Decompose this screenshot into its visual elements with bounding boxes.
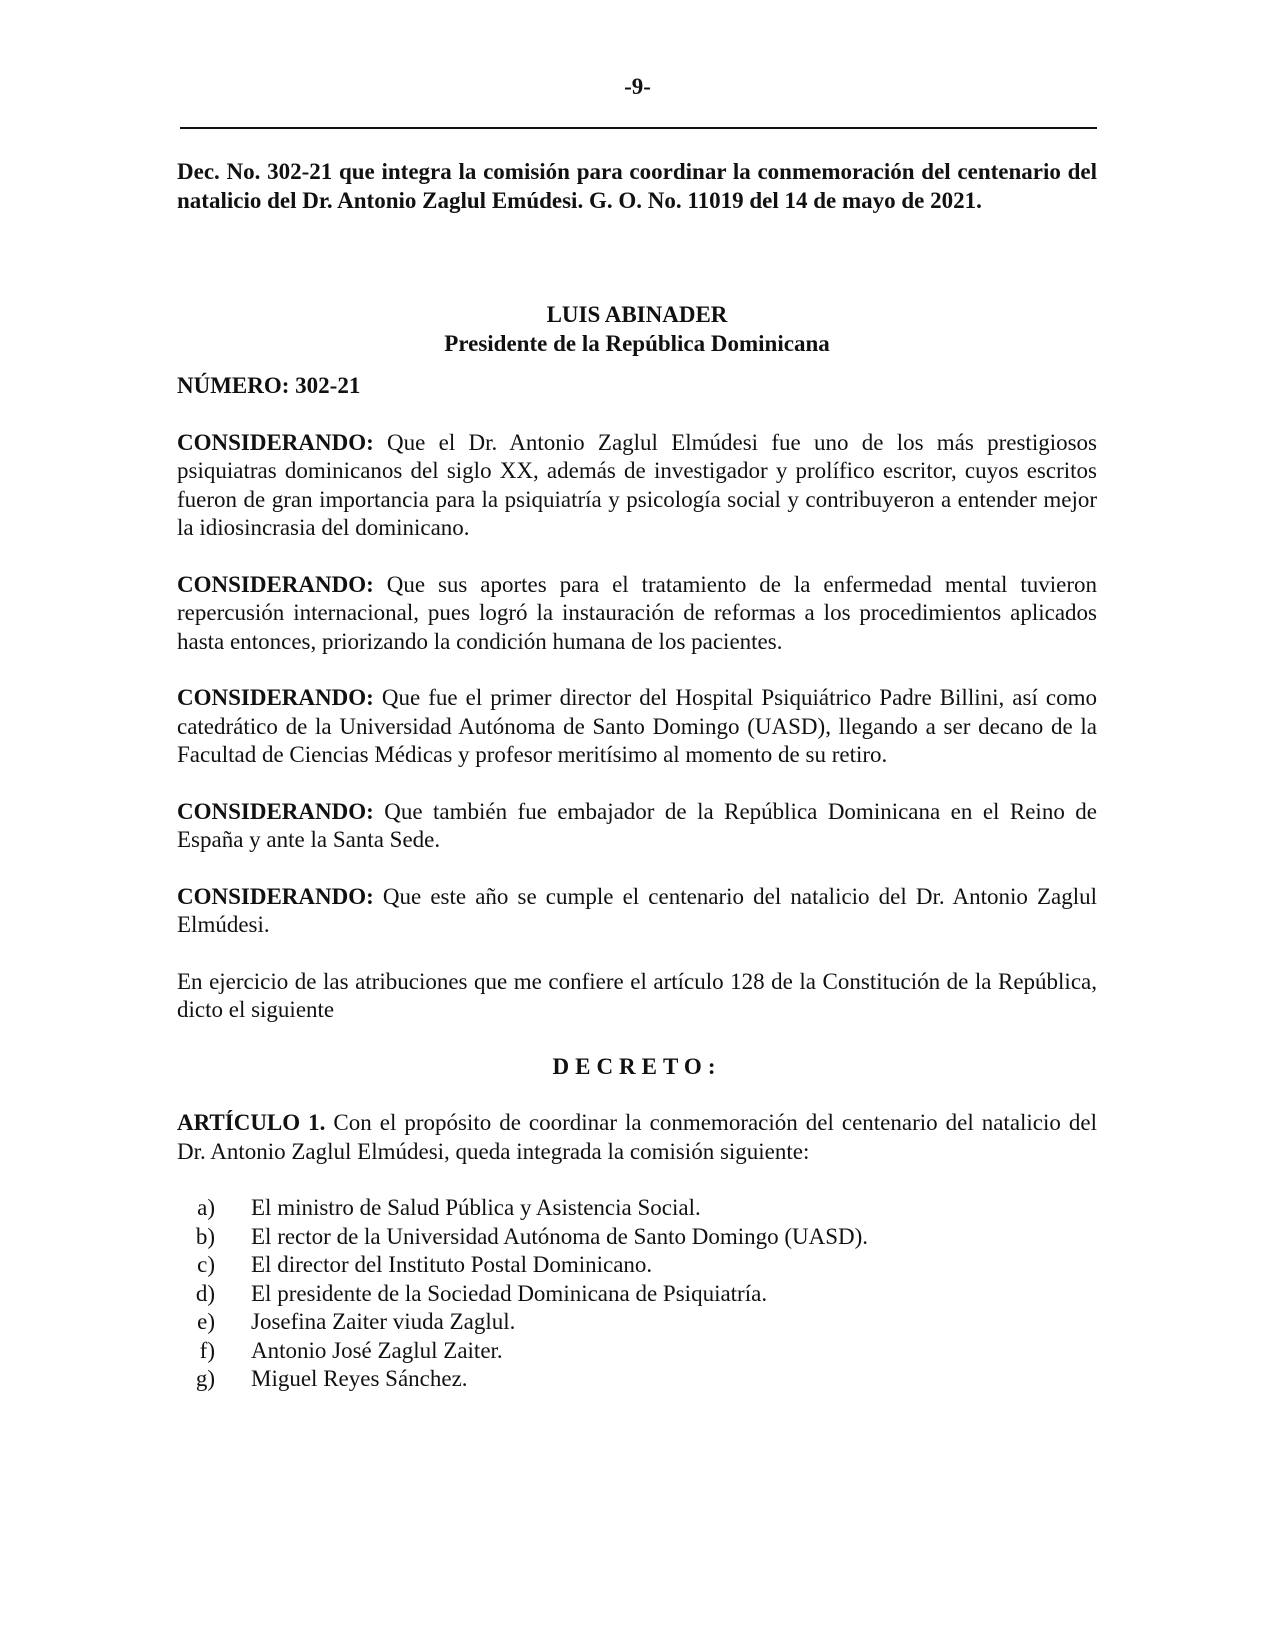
list-marker: g) [195, 1366, 215, 1391]
considerando-paragraph [177, 429, 1097, 543]
commission-list [177, 1194, 1097, 1394]
list-item-text: El presidente de la Sociedad Dominicana de Psiquiatría. [251, 1280, 768, 1306]
considerando-paragraph [177, 571, 1097, 657]
list-item-text: Antonio José Zaglul Zaiter. [251, 1337, 503, 1363]
document-body [177, 158, 1097, 1394]
considerando-label: CONSIDERANDO: [177, 429, 374, 455]
list-marker: d) [195, 1280, 215, 1306]
considerando-label: CONSIDERANDO: [177, 685, 374, 710]
page-number: -9- [624, 74, 651, 99]
considerando-text: Que este año se cumple el centenario del natalicio del Dr. Antonio Zaglul Elmúdesi. [177, 883, 1097, 937]
list-marker: a) [197, 1195, 215, 1220]
article-1-paragraph [177, 1109, 1097, 1166]
article-text: Con el propósito de coordinar la conmemoración del centenario del natalicio del Dr. Antonio Zaglul Elmúdesi, queda integrada la comisión siguiente: [177, 1110, 1098, 1164]
list-item-text: El rector de la Universidad Autónoma de Santo Domingo (UASD). [251, 1223, 869, 1249]
header-divider [180, 127, 1097, 129]
decree-summary: Dec. No. 302-21 que integra la comisión para coordinar la conmemoración del centenario del natalicio del Dr. Antonio Zaglul Emúdesi. G. O. No. 11019 del 14 de mayo de 2021. [177, 159, 1097, 213]
considerando-label: CONSIDERANDO: [177, 571, 374, 597]
list-marker: f) [199, 1337, 215, 1363]
considerando-label: CONSIDERANDO: [177, 798, 374, 824]
list-marker: c) [197, 1252, 215, 1277]
list-item-text: Miguel Reyes Sánchez. [251, 1366, 468, 1391]
decree-heading: DECRETO: [552, 1053, 722, 1079]
considerando-paragraph [177, 883, 1097, 940]
considerando-paragraph [177, 798, 1097, 855]
list-item-text: El director del Instituto Postal Dominicano. [251, 1252, 653, 1277]
considerando-text: Que fue el primer director del Hospital Psiquiátrico Padre Billini, así como catedrático de la Universidad Autónoma de Santo Domingo (UASD), llegando a ser decano de la Facultad de Ciencias Médicas y profesor meritísimo al momento de su retiro. [177, 685, 1097, 767]
list-item [177, 1223, 1097, 1252]
list-marker: b) [195, 1223, 215, 1249]
considerando-text: Que también fue embajador de la República Dominicana en el Reino de España y ante la Santa Sede. [177, 798, 1097, 852]
list-marker: e) [197, 1309, 215, 1334]
list-item [177, 1194, 1097, 1223]
considerando-text: Que sus aportes para el tratamiento de la enfermedad mental tuvieron repercusión internacional, pues logró la instauración de reformas a los procedimientos aplicados hasta entonces, priorizando la condición humana de los pacientes. [177, 571, 1097, 654]
list-item [177, 1337, 1097, 1366]
list-item [177, 1251, 1097, 1280]
preamble-paragraph: En ejercicio de las atribuciones que me confiere el artículo 128 de la Constitución de la República, dicto el siguiente [177, 968, 1097, 1022]
list-item [177, 1280, 1097, 1309]
considerando-paragraph [177, 684, 1097, 770]
article-label: ARTÍCULO 1. [177, 1110, 326, 1135]
list-item [177, 1365, 1097, 1394]
author-name: LUIS ABINADER [546, 302, 728, 327]
decree-number: NÚMERO: 302-21 [177, 373, 361, 398]
list-item [177, 1308, 1097, 1337]
list-item-text: El ministro de Salud Pública y Asistencia Social. [251, 1195, 701, 1220]
list-item-text: Josefina Zaiter viuda Zaglul. [251, 1309, 516, 1334]
considerando-label: CONSIDERANDO: [177, 883, 374, 909]
author-title: Presidente de la República Dominicana [444, 330, 830, 356]
considerando-text: Que el Dr. Antonio Zaglul Elmúdesi fue uno de los más prestigiosos psiquiatras dominicanos del siglo XX, además de investigador y prolífico escritor, cuyos escritos fueron de gran importancia para la psiquiatría y psicología social y contribuyeron a entender mejor la idiosincrasia del dominicano. [177, 429, 1097, 540]
